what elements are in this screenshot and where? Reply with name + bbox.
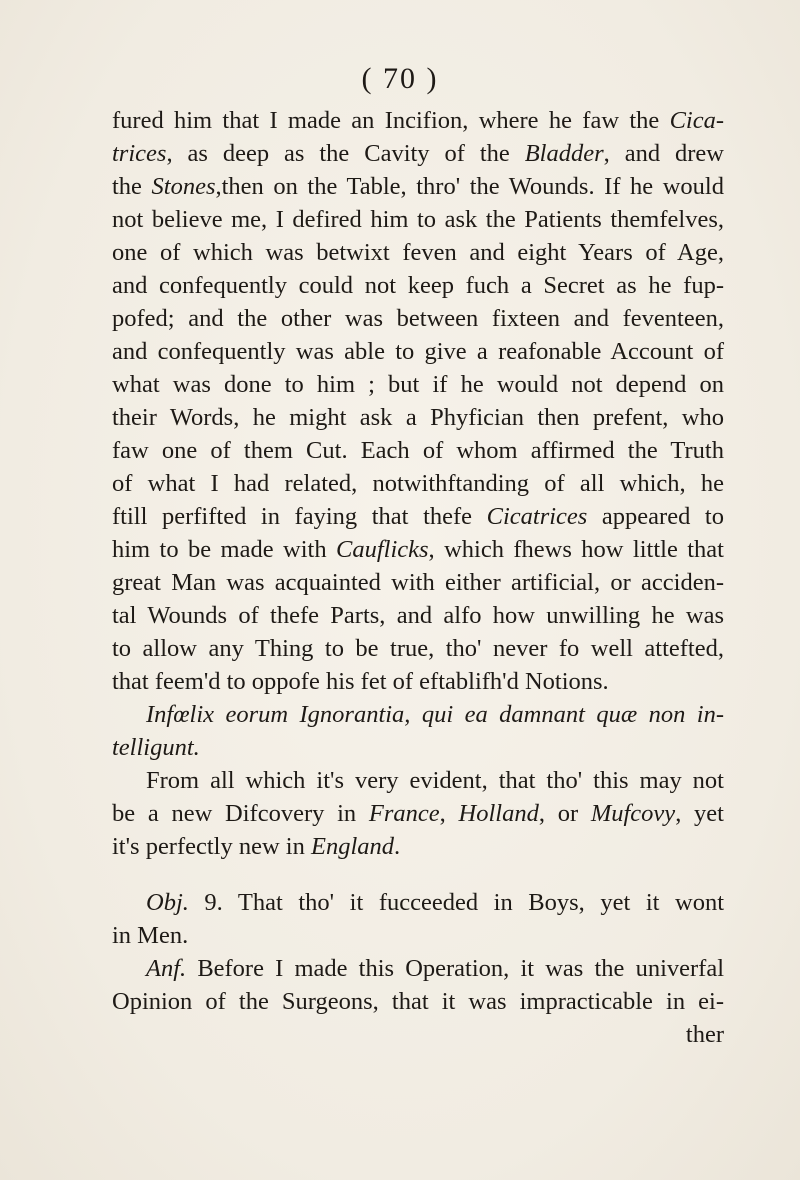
text-line: and confequently was able to give a reafonable Account of <box>112 338 724 365</box>
text-line: that feem'd to oppofe his fet of eftablifh'd Notions. <box>112 668 609 695</box>
text-line: fured him that I made an Incifion, where he faw the Cica- <box>112 107 724 134</box>
latin-quote-line: telligunt. <box>112 734 200 761</box>
text-line: what was done to him ; but if he would not depend on <box>112 371 724 398</box>
text-line: great Man was acquainted with either artificial, or acciden- <box>112 569 724 596</box>
text-line: one of which was betwixt feven and eight Years of Age, <box>112 239 724 266</box>
text-line: pofed; and the other was between fixteen and feventeen, <box>112 305 724 332</box>
text-line: tal Wounds of thefe Parts, and alfo how unwilling he was <box>112 602 724 629</box>
page-number: ( 70 ) <box>361 62 439 95</box>
text-line: the Stones,then on the Table, thro' the Wounds. If he would <box>112 173 724 200</box>
objection-line: Obj. 9. That tho' it fucceeded in Boys, yet it wont <box>146 889 724 916</box>
text-line: be a new Difcovery in France, Holland, or Mufcovy, yet <box>112 800 724 827</box>
text-line: it's perfectly new in England. <box>112 833 401 860</box>
text-line: their Words, he might ask a Phyfician then prefent, who <box>112 404 724 431</box>
text-line: to allow any Thing to be true, tho' never fo well attefted, <box>112 635 724 662</box>
text-line: not believe me, I defired him to ask the Patients themfelves, <box>112 206 724 233</box>
text-line: From all which it's very evident, that tho' this may not <box>146 767 724 794</box>
text-line: of what I had related, notwithftanding of all which, he <box>112 470 724 497</box>
latin-quote-line: Infœlix eorum Ignorantia, qui ea damnant quæ non in- <box>146 701 724 728</box>
answer-line: Anf. Before I made this Operation, it was the univerfal <box>146 955 724 982</box>
text-line: trices, as deep as the Cavity of the Bladder, and drew <box>112 140 725 167</box>
catchword: ther <box>685 1021 724 1048</box>
objection-line: in Men. <box>112 922 189 949</box>
text-line: and confequently could not keep fuch a Secret as he fup- <box>112 272 724 299</box>
text-line: ftill perfifted in faying that thefe Cicatrices appeared to <box>112 503 724 530</box>
text-line: him to be made with Cauflicks, which fhews how little that <box>112 536 724 563</box>
text-line: faw one of them Cut. Each of whom affirmed the Truth <box>112 437 724 464</box>
answer-line: Opinion of the Surgeons, that it was impracticable in ei- <box>112 988 724 1015</box>
body-text <box>112 104 724 1051</box>
